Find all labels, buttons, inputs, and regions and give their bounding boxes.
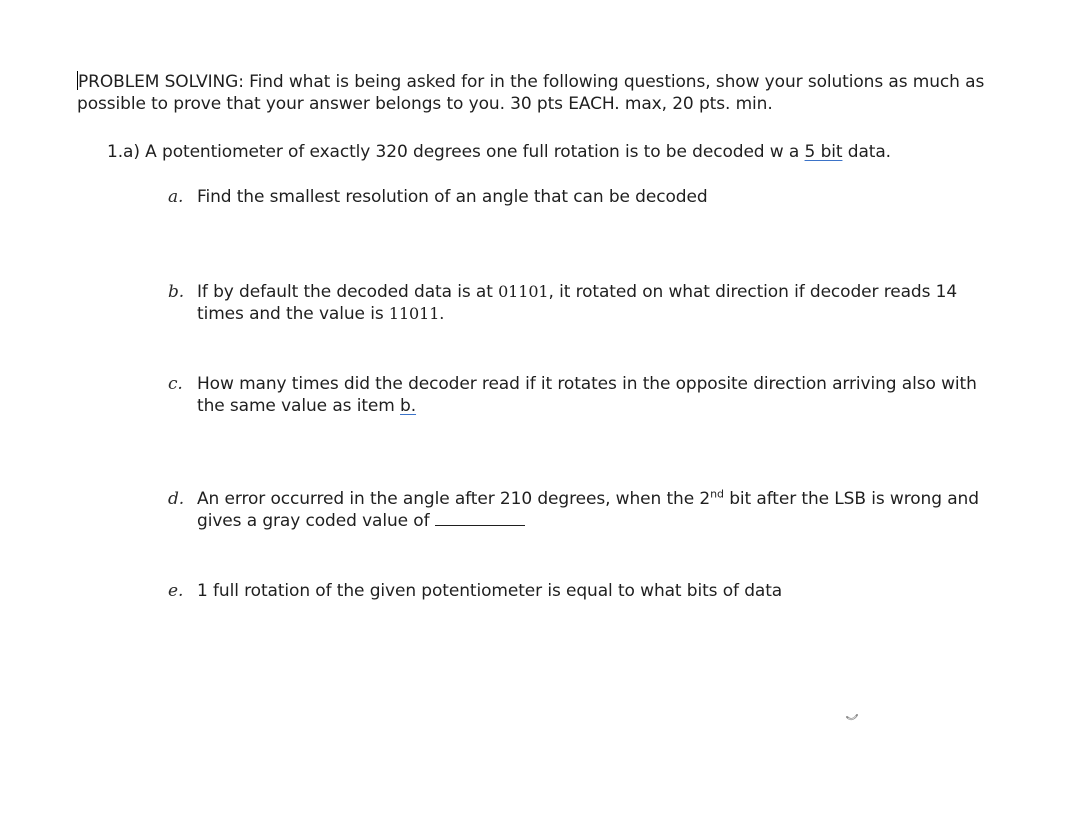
item-b-reference-link[interactable]: b. xyxy=(400,396,417,416)
item-b-period: . xyxy=(439,304,445,323)
item-c-text-2a: the same value as item xyxy=(197,396,401,416)
item-b-text-1a: If by default the decoded data is at xyxy=(197,282,499,302)
item-b-text-1b: , it rotated on what direction if decoder reads 14 xyxy=(548,282,958,302)
item-c-line-1: How many times did the decoder read if it rotates in the opposite direction arriving also with xyxy=(197,374,977,394)
five-bit-link[interactable]: 5 bit xyxy=(804,142,843,162)
item-d-text-1b: bit after the LSB is wrong and xyxy=(723,489,979,509)
item-b-text-2a: times and the value is xyxy=(197,304,389,324)
item-marker-d: d. xyxy=(168,489,185,509)
question-heading xyxy=(107,141,891,163)
busy-cursor-icon xyxy=(845,708,859,722)
answer-blank-line[interactable] xyxy=(435,511,525,526)
question-heading-tail: data. xyxy=(842,142,891,162)
ordinal-superscript: nd xyxy=(710,487,724,501)
binary-value-11011: 11011 xyxy=(388,304,440,323)
item-d-text-1a: An error occurred in the angle after 210 degrees, when the 2 xyxy=(197,489,711,509)
item-marker-e: e. xyxy=(168,581,184,601)
item-marker-a: a. xyxy=(168,187,184,207)
question-heading-text: 1.a) A potentiometer of exactly 320 degrees one full rotation is to be decoded w a xyxy=(107,142,805,162)
item-e-text: 1 full rotation of the given potentiometer is equal to what bits of data xyxy=(197,581,783,601)
instructions-text-1: PROBLEM SOLVING: Find what is being asked for in the following questions, show your solutions as much as xyxy=(78,72,985,92)
item-b-line-2 xyxy=(197,303,977,325)
item-marker-c: c. xyxy=(168,374,183,394)
item-d-line-1 xyxy=(197,488,977,510)
binary-value-01101: 01101 xyxy=(498,282,549,301)
instructions-line-2: possible to prove that your answer belongs to you. 30 pts EACH. max, 20 pts. min. xyxy=(77,94,773,114)
item-a-text: Find the smallest resolution of an angle that can be decoded xyxy=(197,187,708,207)
item-d-text-2: gives a gray coded value of xyxy=(197,511,430,531)
item-marker-b: b. xyxy=(168,282,185,302)
instructions-line-1 xyxy=(77,71,985,93)
item-c-line-2 xyxy=(197,395,977,417)
problem-instructions xyxy=(77,71,985,115)
item-b-line-1 xyxy=(197,281,977,303)
item-d-line-2 xyxy=(197,510,977,532)
